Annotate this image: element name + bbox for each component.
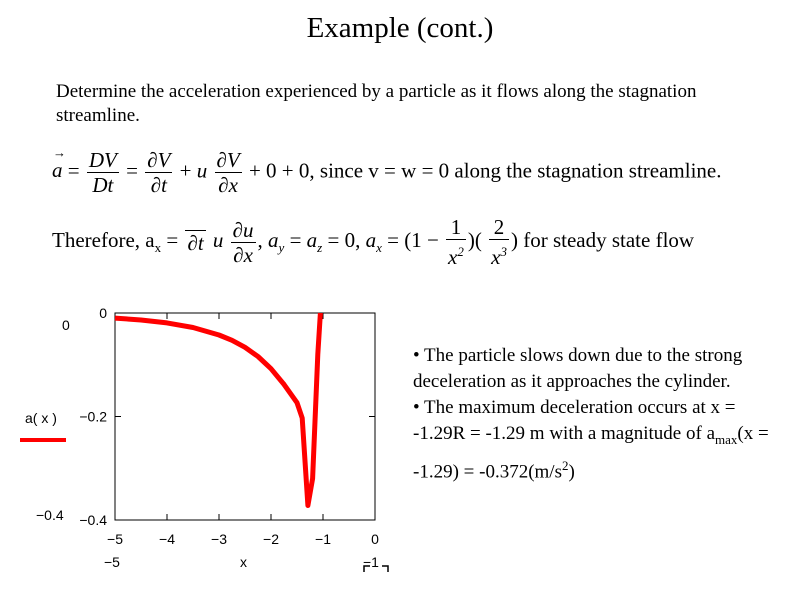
local-derivative: $\frac{\partial V}{\partial t}$ [147,148,171,197]
y-bottom-marker: −0.4 [36,507,64,523]
x-axis-label: x [240,554,247,570]
x-left-marker: −5 [104,554,120,570]
slide-title: Example (cont.) [306,12,494,44]
bullet-slowdown: • The particle slows down due to the strong deceleration as it approaches the cylinder. [413,345,743,392]
acceleration-curve [115,313,320,506]
explanation-bullets [413,343,773,485]
x-tick-label: −5 [107,531,123,547]
accel-vector: → a [52,158,63,183]
bullet-max-deceleration: • The maximum deceleration occurs at x = -1.29R = -1.29 m with a magnitude of $a_{max}(x = -1.29) = -0.372(m/s^2)$ [413,397,769,483]
material-derivative: $\frac{DV}{Dt}$ [88,148,117,197]
x-tick-label: −1 [315,531,331,547]
problem-statement: Determine the acceleration experienced by a particle as it flows along the stagnation streamline. [56,81,697,126]
convective-derivative: $\frac{\partial V}{\partial x}$ [216,148,240,197]
plot-frame [115,313,375,520]
x-tick-label: −2 [263,531,279,547]
acceleration-equation: → a = $\frac{DV}{Dt}$ = $\frac{\partial V}{\partial t}$ + u $\frac{\partial V}{\partial x}$ + 0 + 0, since v = w = 0 along the stagnation streamline. [52,148,722,197]
x-right-marker: −1 [363,554,379,570]
y-tick-label: 0 [99,305,107,321]
x-acceleration-equation: Therefore, $a_x$ = ∂t u $\frac{\partial u}{\partial x}$ , $a_y = a_z = 0$, $a_x = (1$ − $\frac{1}{x^2}$ )( $\frac{2}{x^3}$ ) for steady state flow [52,215,695,269]
y-tick-label: −0.4 [79,512,107,528]
x-tick-label: −3 [211,531,227,547]
y-top-marker: 0 [62,317,70,333]
x-tick-label: −4 [159,531,175,547]
eq1-tail: + 0 + 0, since v = w = 0 along the stagnation streamline. [248,158,722,183]
y-tick-label: −0.2 [79,408,107,425]
x-tick-label: 0 [371,531,379,547]
y-axis-label: a( x ) [25,410,57,426]
